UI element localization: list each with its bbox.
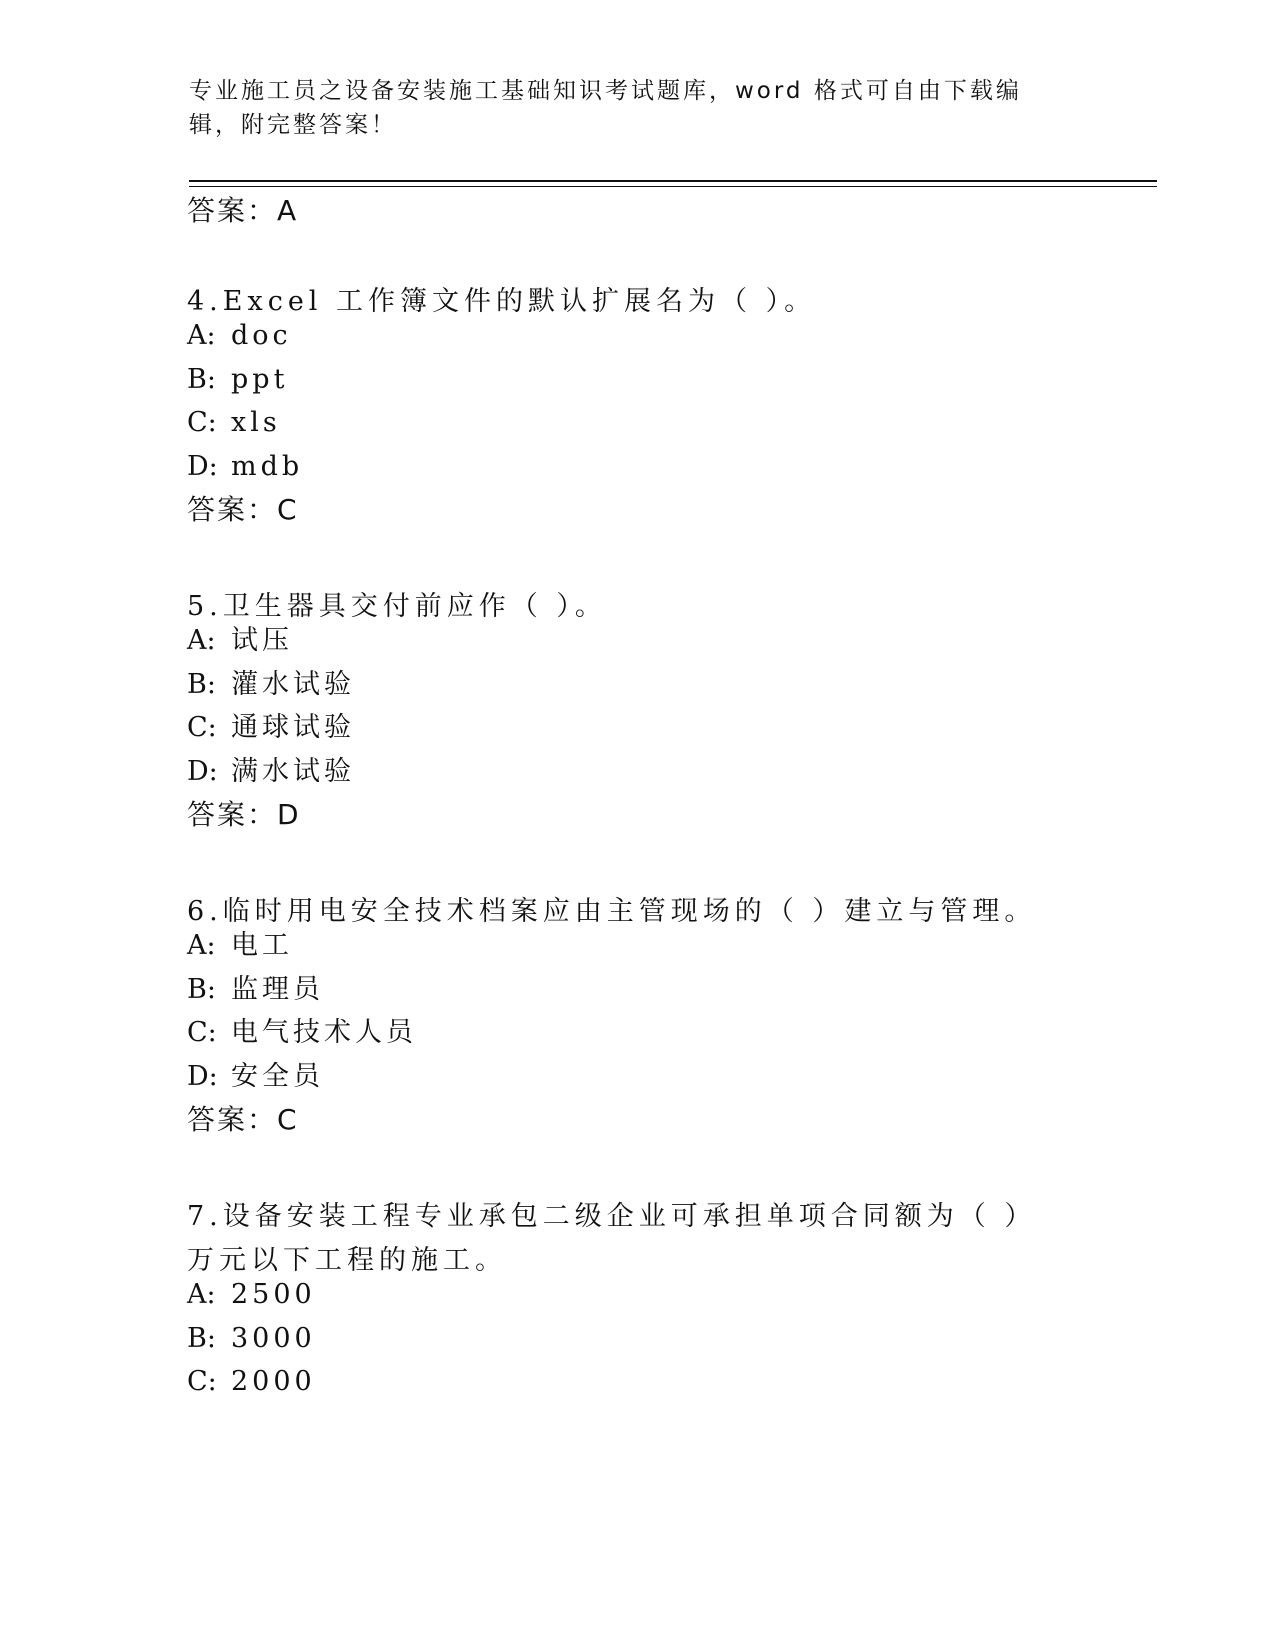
option-text: doc — [231, 320, 292, 351]
option-q6-a — [187, 928, 293, 964]
option-q4-b — [187, 362, 288, 398]
option-q7-c — [187, 1364, 316, 1400]
option-text: 通球试验 — [231, 712, 355, 743]
option-letter: D: — [187, 1061, 218, 1092]
option-q5-b — [187, 667, 355, 703]
option-q6-b — [187, 972, 324, 1008]
option-q5-d — [187, 754, 355, 790]
option-q4-d — [187, 449, 303, 485]
answer-q6: 答案：C — [187, 1103, 299, 1136]
option-letter: A: — [187, 930, 216, 961]
option-q7-b — [187, 1321, 316, 1357]
answer-q4: 答案：C — [187, 493, 299, 526]
option-text: 满水试验 — [231, 756, 355, 787]
question-4: 4.Excel 工作簿文件的默认扩展名为（ ）。 — [187, 286, 817, 317]
option-q6-d — [187, 1059, 324, 1095]
option-letter: A: — [187, 625, 216, 656]
option-letter: B: — [187, 669, 216, 700]
option-q4-a — [187, 318, 292, 354]
option-q7-a — [187, 1277, 316, 1313]
option-letter: D: — [187, 451, 218, 482]
option-letter: C: — [187, 1366, 217, 1397]
option-letter: B: — [187, 1323, 216, 1354]
question-6: 6.临时用电安全技术档案应由主管现场的（ ）建立与管理。 — [187, 896, 1037, 927]
option-letter: C: — [187, 712, 217, 743]
header-rule-thick — [189, 180, 1157, 182]
option-text: 2500 — [231, 1279, 316, 1310]
option-text: 试压 — [231, 625, 293, 656]
option-letter: B: — [187, 364, 216, 395]
option-text: 电气技术人员 — [231, 1017, 417, 1048]
answer-q5: 答案：D — [187, 798, 301, 831]
option-text: 安全员 — [231, 1061, 324, 1092]
option-q6-c — [187, 1015, 417, 1051]
document-header: 专业施工员之设备安装施工基础知识考试题库，word 格式可自由下载编辑，附完整答案！ — [189, 78, 1022, 138]
option-letter: C: — [187, 1017, 217, 1048]
option-text: mdb — [231, 451, 304, 482]
option-text: 电工 — [231, 930, 293, 961]
option-letter: D: — [187, 756, 218, 787]
option-text: 监理员 — [231, 974, 324, 1005]
option-letter: A: — [187, 320, 216, 351]
option-text: xls — [231, 407, 281, 438]
option-q4-c — [187, 405, 281, 441]
option-text: ppt — [231, 364, 289, 395]
question-5: 5.卫生器具交付前应作（ ）。 — [187, 591, 607, 622]
option-text: 2000 — [231, 1366, 316, 1397]
option-q5-a — [187, 623, 293, 659]
header-rule-thin — [189, 186, 1157, 187]
option-q5-c — [187, 710, 355, 746]
option-letter: B: — [187, 974, 216, 1005]
answer-q3: 答案：A — [187, 194, 299, 227]
question-7: 7.设备安装工程专业承包二级企业可承担单项合同额为（ ）万元以下工程的施工。 — [187, 1201, 1037, 1276]
option-text: 3000 — [231, 1323, 316, 1354]
option-letter: A: — [187, 1279, 216, 1310]
option-text: 灌水试验 — [231, 669, 355, 700]
option-letter: C: — [187, 407, 217, 438]
